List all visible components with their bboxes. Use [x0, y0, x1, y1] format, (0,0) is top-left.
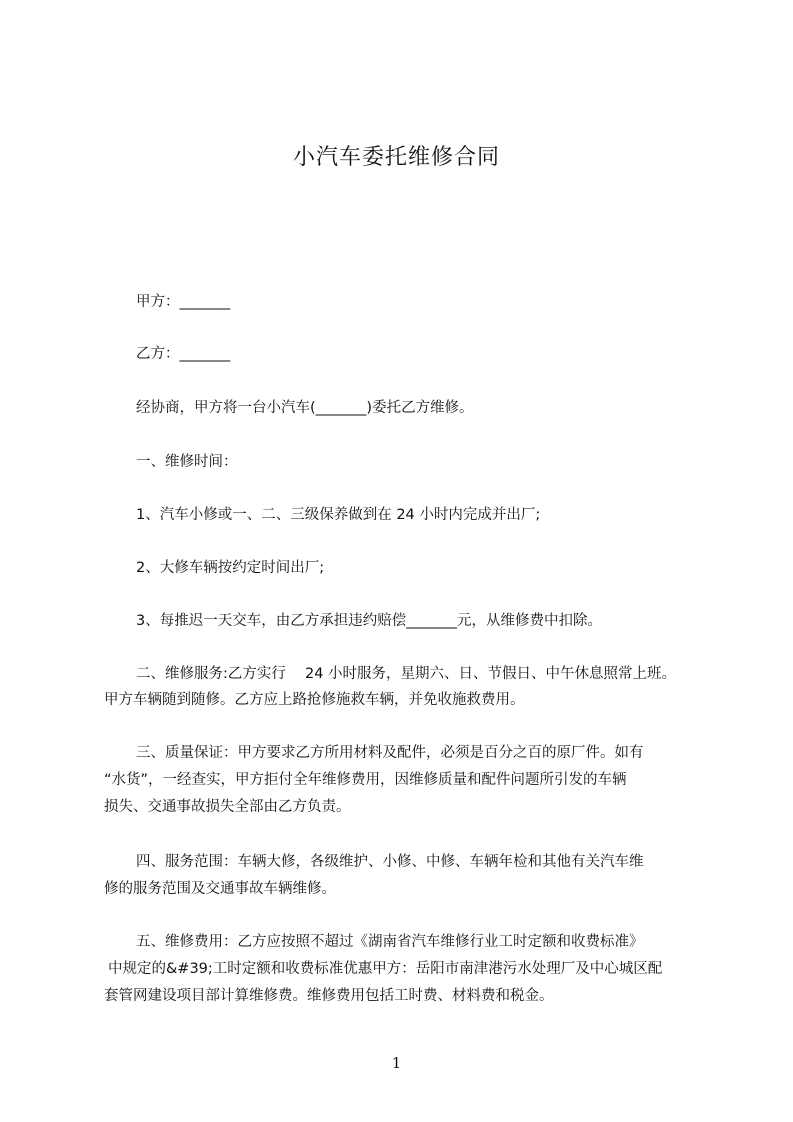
section-5-line-1: 五、维修费用：乙方应按照不超过《湖南省汽车维修行业工时定额和收费标准》 [136, 934, 644, 950]
section-1-item-2: 2、大修车辆按约定时间出厂; [136, 560, 325, 576]
section-1-item-3: 3、每推迟一天交车，由乙方承担违约赔偿_______元，从维修费中扣除。 [136, 613, 602, 629]
section-2-line-1: 二、维修服务:乙方实行 24 小时服务，星期六、日、节假日、中午休息照常上班。 [136, 666, 677, 682]
section-3-line-1: 三、质量保证：甲方要求乙方所用材料及配件，必须是百分之百的原厂件。如有 [136, 745, 644, 761]
section-3-line-3: 损失、交通事故损失全部由乙方负责。 [104, 799, 351, 815]
section-1-item-1: 1、汽车小修或一、二、三级保养做到在 24 小时内完成并出厂; [136, 507, 541, 523]
page-number: 1 [391, 1054, 402, 1072]
section-1-heading: 一、维修时间： [136, 454, 238, 470]
section-4-line-2: 修的服务范围及交通事故车辆维修。 [104, 881, 336, 897]
page-title: 小汽车委托维修合同 [292, 145, 500, 170]
section-3-line-2: “水货”，一经查实，甲方拒付全年维修费用，因维修质量和配件问题所引发的车辆 [104, 772, 627, 788]
section-5-line-3: 套管网建设项目部计算维修费。维修费用包括工时费、材料费和税金。 [104, 988, 554, 1004]
party-b-line: 乙方：_______ [136, 346, 231, 362]
intro-paragraph: 经协商，甲方将一台小汽车(_______)委托乙方维修。 [136, 400, 474, 416]
party-a-line: 甲方：_______ [136, 294, 231, 310]
section-2-line-2: 甲方车辆随到随修。乙方应上路抢修施救车辆，并免收施救费用。 [104, 692, 525, 708]
section-4-line-1: 四、服务范围：车辆大修，各级维护、小修、中修、车辆年检和其他有关汽车维 [136, 854, 644, 870]
section-5-line-2: 中规定的&#39;工时定额和收费标准优惠甲方：岳阳市南津港污水处理厂及中心城区配 [108, 961, 663, 977]
